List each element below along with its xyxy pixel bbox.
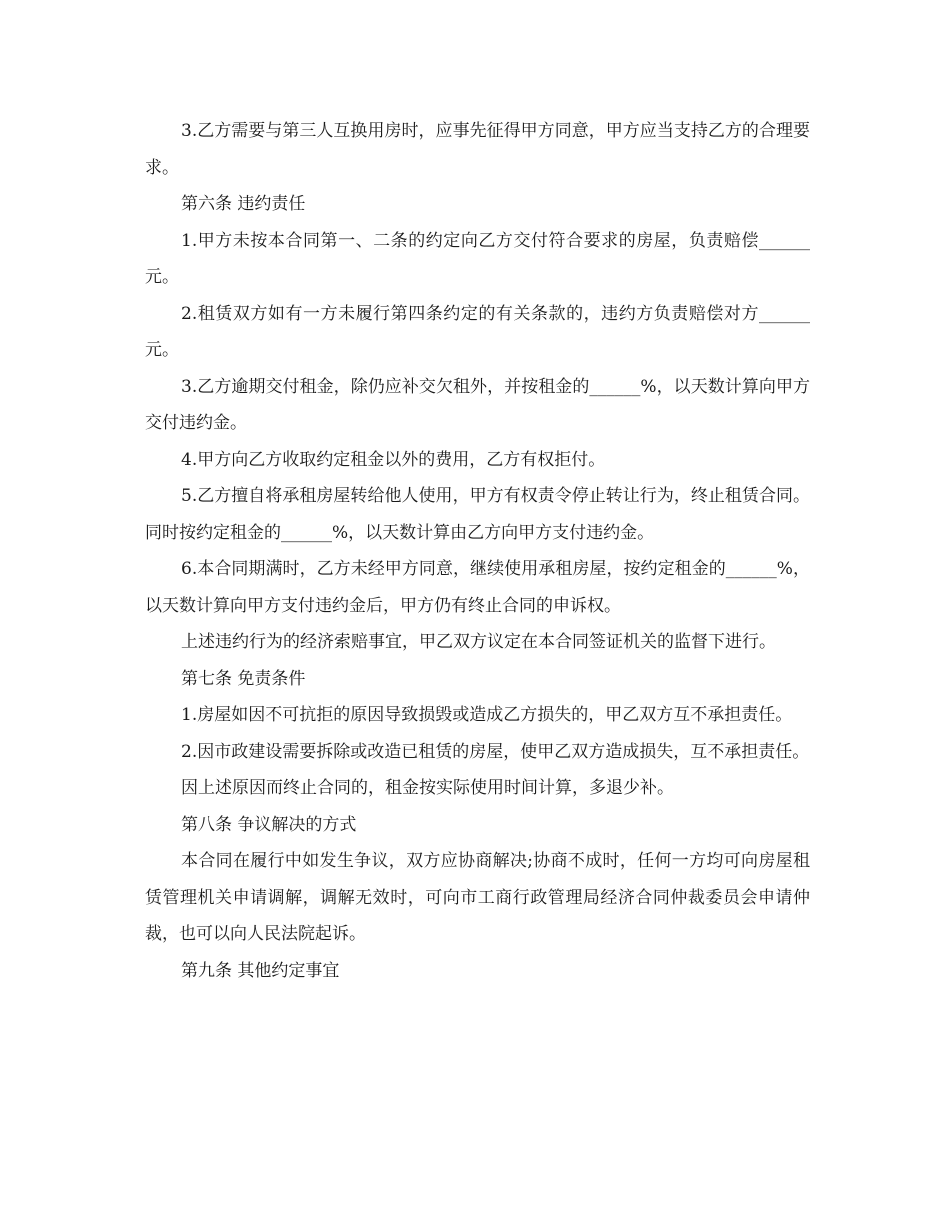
clause-7-item-1: 1.房屋如因不可抗拒的原因导致损毁或造成乙方损失的，甲乙双方互不承担责任。 xyxy=(181,705,793,725)
clause-6-item-4: 4.甲方向乙方收取约定租金以外的费用，乙方有权拒付。 xyxy=(181,449,606,470)
clause-6-item-3: 3.乙方逾期交付租金，除仍应补交欠租外，并按租金的______%，以天数计算向甲方交付违约金。 xyxy=(145,376,810,433)
clause-8-body: 本合同在履行中如发生争议，双方应协商解决;协商不成时，任何一方均可向房屋租赁管理机关申请调解，调解无效时，可向市工商行政管理局经济合同仲裁委员会申请仲裁，也可以向人民法院起诉。 xyxy=(145,851,810,944)
section-heading-article-8: 第八条 争议解决的方式 xyxy=(181,814,357,835)
clause-6-item-6: 6.本合同期满时，乙方未经甲方同意，继续使用承租房屋，按约定租金的______%，以天数计算向甲方支付违约金后，甲方仍有终止合同的申诉权。 xyxy=(145,559,810,616)
clause-6-item-2: 2.租赁双方如有一方未履行第四条约定的有关条款的，违约方负责赔偿对方______元。 xyxy=(145,303,810,360)
clause-5-item-3: 3.乙方需要与第三人互换用房时，应事先征得甲方同意，甲方应当支持乙方的合理要求。 xyxy=(145,121,810,178)
section-heading-article-9: 第九条 其他约定事宜 xyxy=(181,960,340,981)
clause-7-summary: 因上述原因而终止合同的，租金按实际使用时间计算，多退少补。 xyxy=(181,778,674,798)
clause-6-summary: 上述违约行为的经济索赔事宜，甲乙双方议定在本合同签证机关的监督下进行。 xyxy=(181,632,776,652)
clause-6-item-1: 1.甲方未按本合同第一、二条的约定向乙方交付符合要求的房屋，负责赔偿______元。 xyxy=(145,230,810,287)
clause-7-item-2: 2.因市政建设需要拆除或改造已租赁的房屋，使甲乙双方造成损失，互不承担责任。 xyxy=(181,741,810,762)
section-heading-article-7: 第七条 免责条件 xyxy=(181,668,306,689)
section-heading-article-6: 第六条 违约责任 xyxy=(181,194,306,214)
clause-6-item-5: 5.乙方擅自将承租房屋转给他人使用，甲方有权责令停止转让行为，终止租赁合同。同时按约定租金的______%，以天数计算由乙方向甲方支付违约金。 xyxy=(145,486,810,543)
